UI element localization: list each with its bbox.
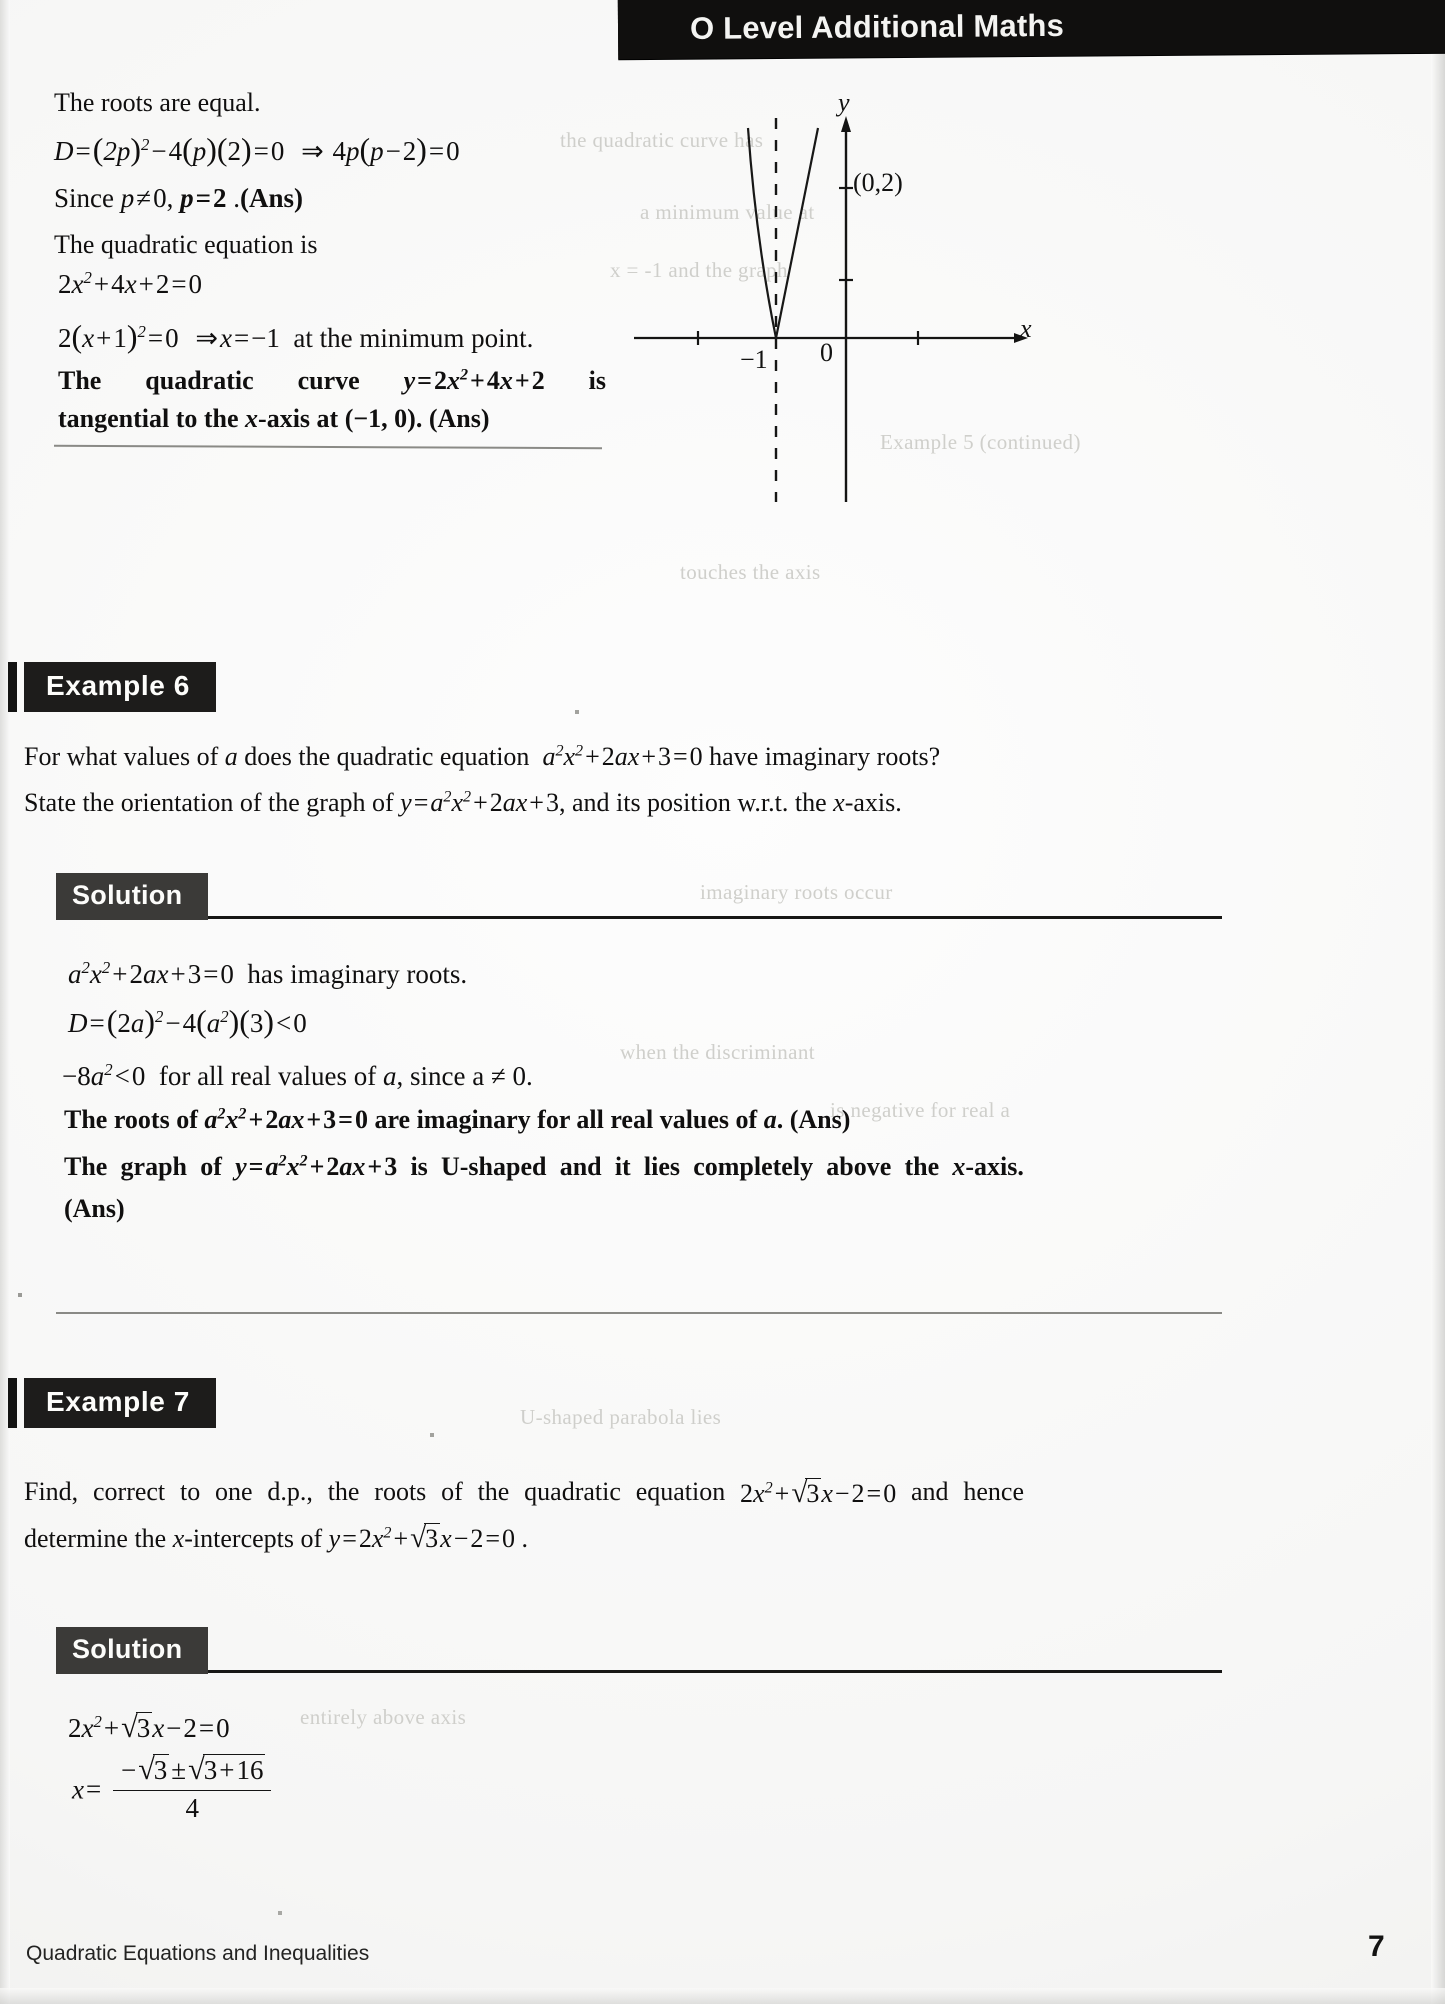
heading-accent-bar: [8, 662, 17, 712]
x-tick-label: −1: [740, 345, 768, 374]
scan-edge-bottom: [0, 1988, 1445, 2004]
example-7-heading: [8, 1378, 216, 1428]
scan-edge-left: [0, 0, 10, 2004]
bleed-through-text: when the discriminant: [620, 1040, 816, 1064]
example-6-sol-line-3: $-8a^2<0$ for all real values of a, since a ≠ 0.: [62, 1060, 533, 1091]
bleed-through-text: the quadratic curve has: [560, 128, 764, 152]
bleed-through-text: x = -1 and the graph: [610, 258, 788, 282]
heading-accent-bar: [8, 1378, 17, 1428]
example-7-question-line-1: Find, correct to one d.p., the roots of the quadratic equation $2x^2+√3x-2=0$ and hence: [24, 1477, 1024, 1509]
bleed-through-text: a minimum value at: [640, 200, 815, 224]
y-axis-label: y: [838, 88, 850, 117]
solution-line: Since p≠0, p=2 .(Ans): [54, 183, 303, 213]
solution-label: Solution: [56, 1627, 208, 1674]
bleed-through-text: Example 5 (continued): [880, 430, 1081, 454]
scan-speck: [278, 1911, 282, 1915]
bleed-through-text: is negative for real a: [830, 1098, 1011, 1122]
example-6-question-line-2: State the orientation of the graph of $y=a^2x^2+2ax+3$, and its position w.r.t. the x-axis.: [24, 788, 902, 817]
example-6-sol-line-5: The graph of $y=a^2x^2+2ax+3$ is U-shaped and it lies completely above the x-axis.: [64, 1152, 1024, 1181]
scan-speck: [430, 1433, 434, 1437]
example-6-question-line-1: For what values of a does the quadratic equation $a^2x^2+2ax+3=0$ have imaginary roots?: [24, 742, 941, 771]
example-6-sol-line-1: $a^2x^2+2ax+3=0$ has imaginary roots.: [68, 958, 468, 989]
root-fraction: [113, 1752, 271, 1825]
example-7-question-line-2: determine the x-intercepts of $y=2x^2+√3x-2=0$ .: [24, 1522, 529, 1554]
solution-line: The roots are equal.: [54, 88, 261, 117]
example-6-heading: [8, 662, 216, 712]
bleed-through-text: touches the axis: [680, 560, 821, 584]
solution-rule: [208, 1670, 1222, 1673]
example-6-label: Example 6: [24, 662, 216, 712]
example-7-solution-heading: [56, 1627, 1222, 1674]
example-6-sol-line-4: The roots of $a^2x^2+2ax+3=0$ are imaginary for all real values of a. (Ans): [64, 1105, 851, 1134]
conclusion-line-1: The quadratic curve $y=2x^2+4x+2$ is: [58, 366, 606, 395]
example-6-sol-line-2: $D=(2a)^2-4(a^2)(3)<0$: [68, 1004, 307, 1039]
origin-label: 0: [820, 338, 833, 367]
fraction-numerator: −√3 ±√3+16: [113, 1752, 271, 1791]
scan-speck: [18, 1293, 22, 1297]
footer-page-number: 7: [1368, 1930, 1385, 1963]
solution-label: Solution: [56, 873, 208, 920]
page-title: O Level Additional Maths: [689, 7, 1065, 46]
fraction-denominator: 4: [185, 1792, 199, 1823]
discriminant-equation: $D=(2p)^2-4(p)(2)=0$ ⇒ 4p(p−2)=0: [54, 132, 460, 167]
example-6-sol-line-6: (Ans): [64, 1194, 125, 1223]
solution-line: The quadratic equation is: [54, 230, 318, 259]
footer-chapter-title: Quadratic Equations and Inequalities: [26, 1942, 370, 1965]
scan-speck: [575, 710, 579, 714]
example-6-solution-heading: [56, 873, 1222, 920]
parabola-graph: [620, 90, 1040, 510]
x-axis-label: x: [1020, 314, 1032, 343]
y-intercept-label: (0,2): [853, 168, 903, 197]
example-7-sol-quadratic-formula: x= $\frac{-√3 \pm√3+16}{4}$: [72, 1752, 274, 1825]
bleed-through-text: imaginary roots occur: [700, 880, 893, 904]
conclusion-line-2: tangential to the x-axis at (−1, 0). (Ans): [58, 404, 490, 433]
scan-edge-right: [1431, 0, 1445, 2004]
factored-equation: $2(x+1)^2=0$ ⇒x=−1 at the minimum point.: [58, 319, 534, 354]
bleed-through-text: U-shaped parabola lies: [520, 1405, 722, 1429]
example-7-label: Example 7: [24, 1378, 216, 1428]
solution-rule: [208, 916, 1222, 919]
example-7-sol-line-1: $2x^2+√3x-2=0$: [68, 1710, 230, 1744]
bleed-through-text: entirely above axis: [300, 1705, 467, 1729]
quadratic-equation: $2x^2+4x+2=0$: [58, 268, 203, 299]
section-divider: [56, 1312, 1222, 1314]
